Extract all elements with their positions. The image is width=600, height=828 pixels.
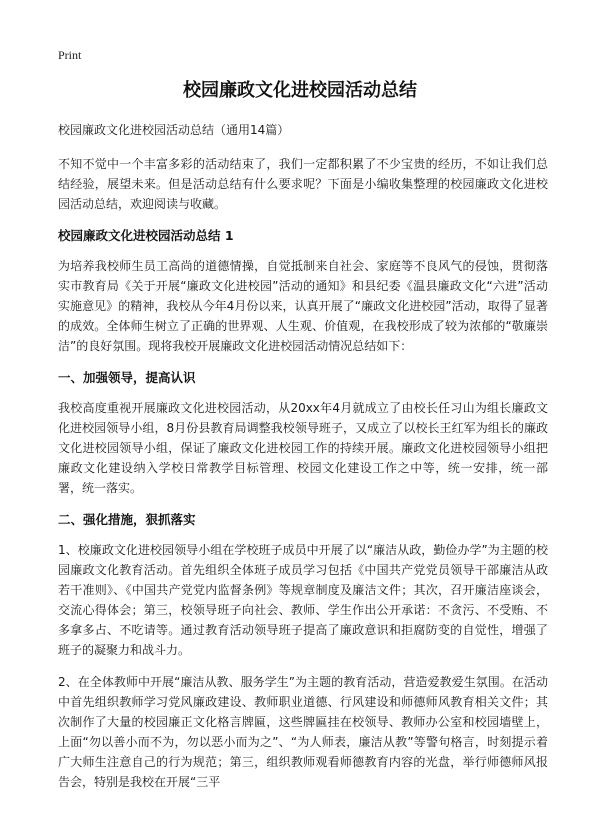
section-paragraph: 为培养我校师生员工高尚的道德情操，自觉抵制来自社会、家庭等不良风气的侵蚀，贯彻落实市教育局《关于开展“廉政文化进校园”活动的通知》和县纪委《温县廉政文化“六进”活动实施意见》的精神，我校从今年4月份以来，认真开展了“廉政文化进校园”活动，取得了显著的成效。全体师生树立了正确的世界观、人生观、价值观，在我校形成了较为浓郁的“敬廉崇洁”的良好氛围。现将我校开展廉政文化进校园活动情况总结如下： — [58, 259, 548, 353]
intro-paragraph: 不知不觉中一个丰富多彩的活动结束了，我们一定都积累了不少宝贵的经历，不如让我们总结经验，展望未来。但是活动总结有什么要求呢？下面是小编收集整理的校园廉政文化进校园活动总结，欢迎阅读与收藏。 — [58, 157, 548, 211]
document-title: 校园廉政文化进校园活动总结 — [183, 80, 417, 101]
measures-paragraph-2: 2、在全体教师中开展“廉洁从教、服务学生”为主题的教育活动，营造爱教爱生氛围。在活动中首先组织教师学习党风廉政建设、教师职业道德、行风建设和师德师风教育相关文件；其次制作了大量的校园廉正文化格言牌匾，这些牌匾挂在校领导、教师办公室和校园墙壁上，上面“勿以善小而不为，勿以恶小而为之”、“为人师表，廉洁从教”等警句格言，时刻提示着广大师生注意自己的行为规范；第三，组织教师观看师德教育内容的光盘，举行师德师风报告会，特别是我校在开展“三平 — [58, 675, 548, 789]
measures-paragraph-1: 1、校廉政文化进校园领导小组在学校班子成员中开展了以“廉洁从政，勤俭办学”为主题的校园廉政文化教育活动。首先组织全体班子成员学习包括《中国共产党党员领导干部廉洁从政若干准则》、《中国共产党党内监督条例》等规章制度及廉洁文件；其次，召开廉洁座谈会，交流心得体会；第三，校领导班子向社会、教师、学生作出公开承诺：不贪污、不受贿、不多拿多占、不吃请等。通过教育活动领导班子提高了廉政意识和拒腐防变的自觉性，增强了班子的凝聚力和战斗力。 — [58, 543, 548, 657]
print-label[interactable]: Print — [58, 48, 82, 62]
document-body — [58, 120, 548, 804]
heading-leadership: 一、加强领导，提高认识 — [58, 370, 196, 385]
leadership-paragraph: 我校高度重视开展廉政文化进校园活动，从20xx年4月就成立了由校长任习山为组长廉政文化进校园领导小组，8月份县教育局调整我校领导班子，又成立了以校长王红军为组长的廉政文化进校园领导小组，保证了廉政文化进校园工作的持续开展。廉政文化进校园领导小组把廉政文化建设纳入学校日常教学目标管理、校园文化建设工作之中等，统一安排，统一部署，统一落实。 — [58, 401, 548, 495]
heading-measures: 二、强化措施，狠抓落实 — [58, 512, 196, 527]
document-subtitle: 校园廉政文化进校园活动总结（通用14篇） — [58, 123, 290, 137]
section-heading: 校园廉政文化进校园活动总结 1 — [58, 228, 234, 243]
